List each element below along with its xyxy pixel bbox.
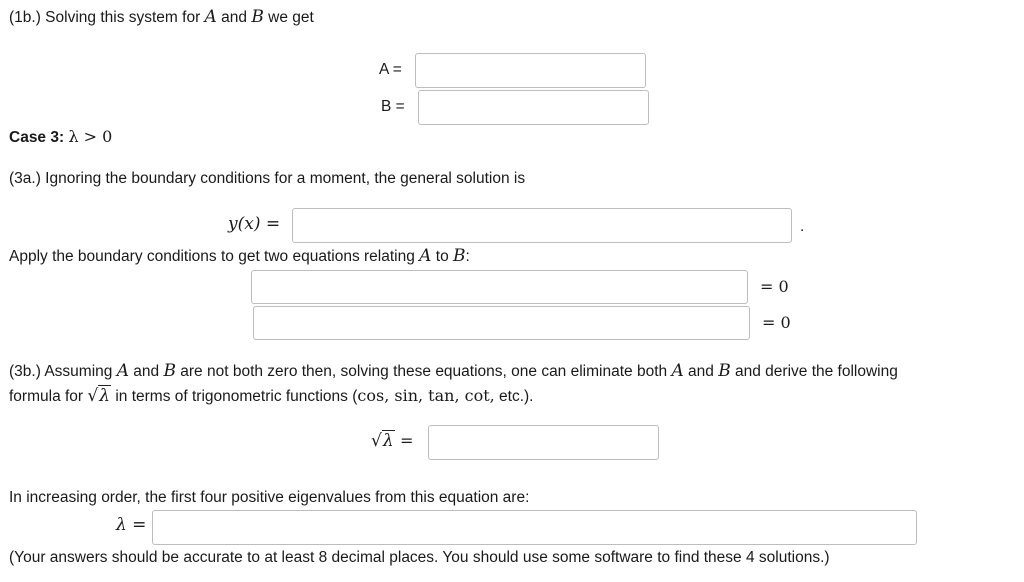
bc-equation-2-input[interactable] bbox=[253, 306, 750, 340]
text: (1b.) Solving this system for bbox=[9, 9, 205, 26]
math-var-b: B bbox=[251, 7, 264, 27]
math-var-a: A bbox=[204, 7, 217, 27]
math-var-b: B bbox=[453, 246, 466, 266]
apply-bc-text bbox=[9, 246, 470, 266]
math-var-a: A bbox=[671, 361, 684, 381]
text: and derive the following bbox=[730, 363, 898, 380]
case3-condition: λ > 0 bbox=[68, 127, 113, 146]
y-of-x-label: y(x) = bbox=[228, 214, 281, 234]
part-1b-heading bbox=[9, 7, 314, 27]
part-3a-text: (3a.) Ignoring the boundary conditions for a moment, the general solution is bbox=[9, 170, 526, 187]
b-answer-input[interactable] bbox=[418, 90, 649, 125]
bc-equation-1-input[interactable] bbox=[251, 270, 748, 304]
lambda-symbol: λ bbox=[99, 386, 111, 406]
sqrt-symbol: √ bbox=[371, 431, 382, 451]
lambda-equals-label: λ = bbox=[116, 515, 147, 535]
case3-label: Case 3: bbox=[9, 129, 69, 146]
part-3b-line-2 bbox=[9, 386, 534, 406]
text: and bbox=[128, 363, 164, 380]
text: (3b.) Assuming bbox=[9, 363, 117, 380]
text: and bbox=[683, 363, 719, 380]
sqrt-symbol: √ bbox=[87, 386, 99, 406]
text: : bbox=[465, 248, 470, 265]
eigenvalues-input[interactable] bbox=[152, 510, 917, 545]
trig-functions: cos, sin, tan, cot, bbox=[357, 386, 495, 405]
equals-sign: = bbox=[400, 431, 414, 450]
sqrt-lambda-inline bbox=[87, 385, 111, 406]
text: Apply the boundary conditions to get two equations relating bbox=[9, 248, 420, 265]
b-answer-label: B = bbox=[381, 98, 405, 115]
text: we get bbox=[263, 9, 314, 26]
math-var-b: B bbox=[718, 361, 731, 381]
sqrt-lambda-formula-input[interactable] bbox=[428, 425, 659, 460]
math-var-a: A bbox=[419, 246, 432, 266]
case3-heading bbox=[9, 127, 112, 147]
a-answer-label: A = bbox=[379, 61, 402, 78]
accuracy-note: (Your answers should be accurate to at least 8 decimal places. You should use some software to find these 4 solutions.) bbox=[9, 549, 830, 566]
general-solution-input[interactable] bbox=[292, 208, 792, 243]
text: in terms of trigonometric functions ( bbox=[111, 388, 358, 405]
eigenvalues-text: In increasing order, the first four positive eigenvalues from this equation are: bbox=[9, 489, 530, 506]
part-3b-line-1 bbox=[9, 361, 898, 381]
text: formula for bbox=[9, 388, 88, 405]
sqrt-lambda-label bbox=[371, 431, 413, 451]
math-var-a: A bbox=[116, 361, 129, 381]
period: . bbox=[800, 218, 805, 235]
math-var-b: B bbox=[163, 361, 176, 381]
lambda-symbol: λ bbox=[382, 431, 394, 451]
a-answer-input[interactable] bbox=[415, 53, 646, 88]
text: to bbox=[431, 248, 453, 265]
text: are not both zero then, solving these equations, one can eliminate both bbox=[175, 363, 672, 380]
text: etc.). bbox=[494, 388, 534, 405]
bc-equation-2-rhs: = 0 bbox=[762, 313, 791, 332]
text: and bbox=[216, 9, 252, 26]
bc-equation-1-rhs: = 0 bbox=[760, 277, 789, 296]
